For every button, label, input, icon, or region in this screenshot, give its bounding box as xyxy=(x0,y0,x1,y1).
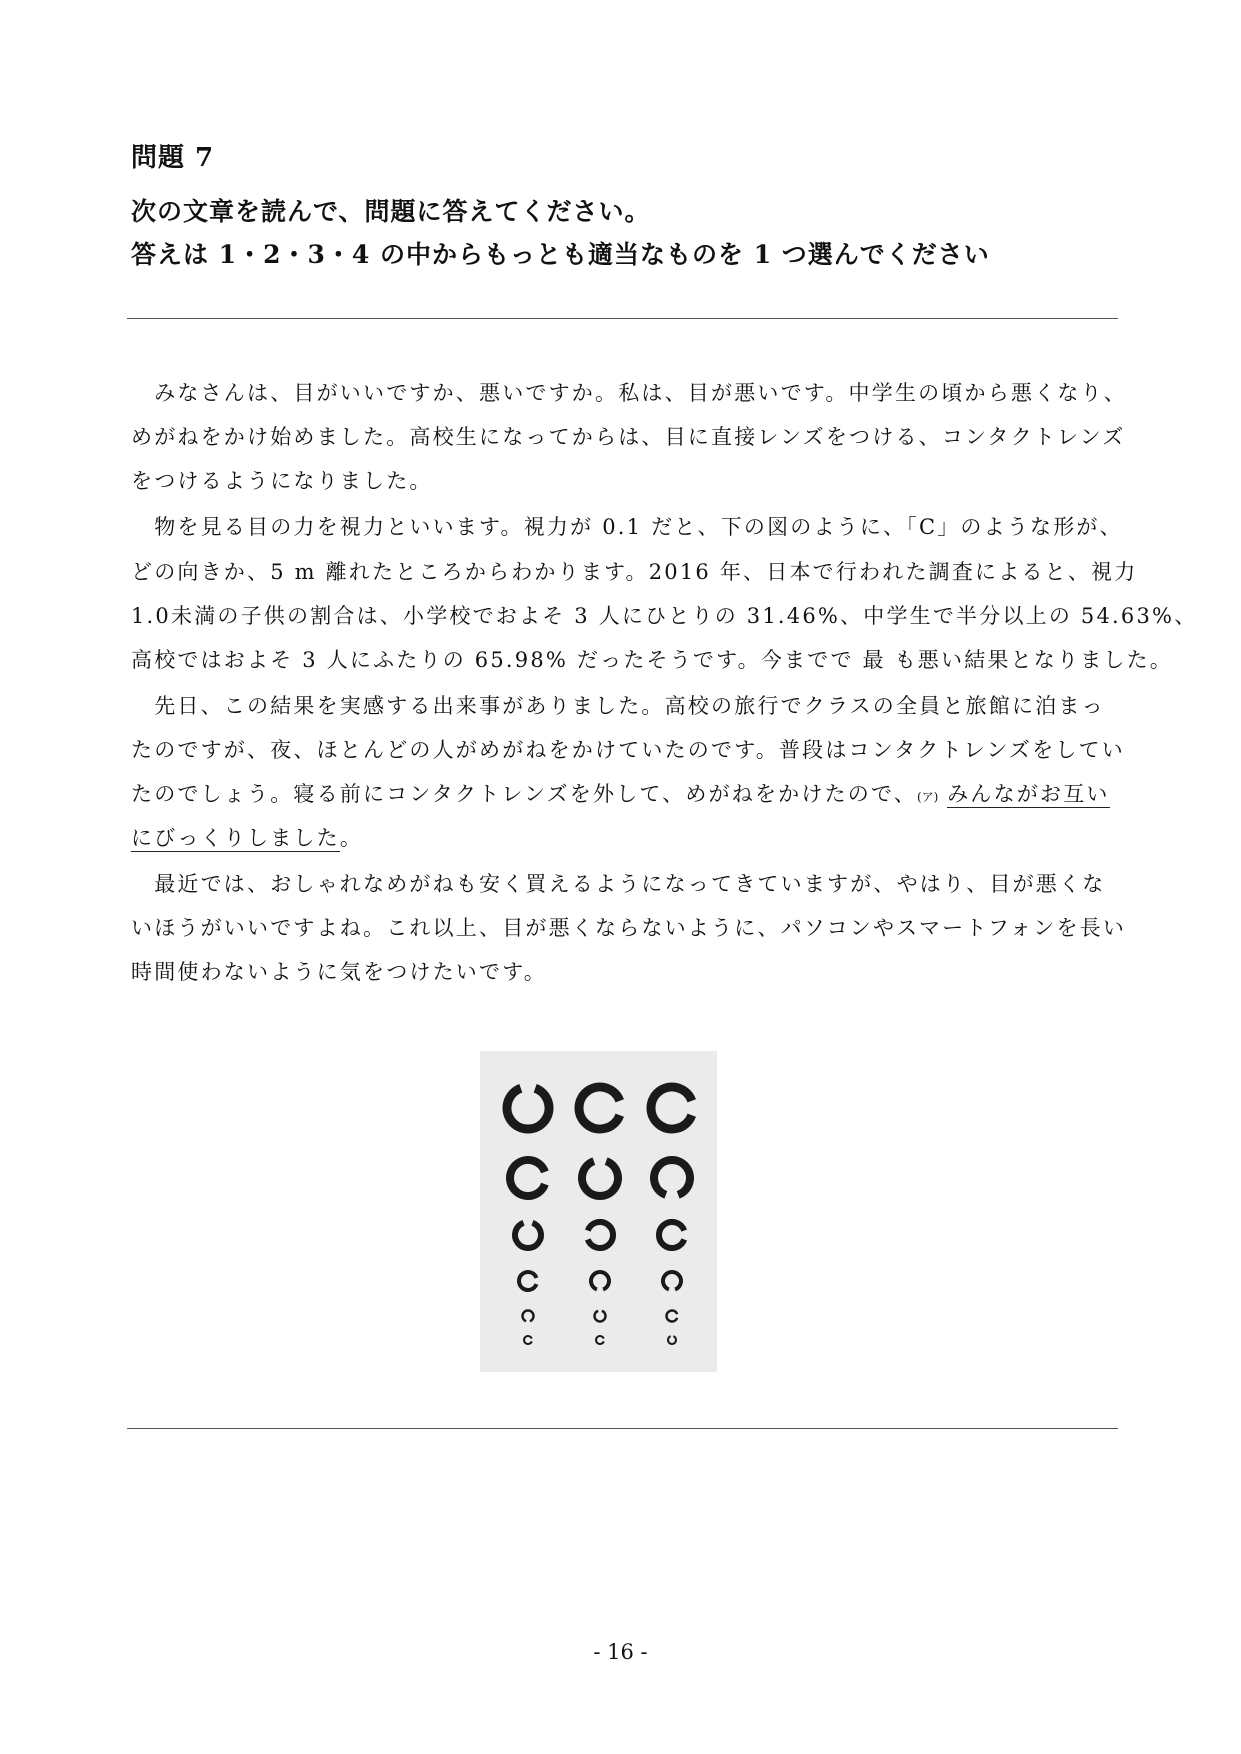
passage-line: 高校ではおよそ 3 人にふたりの 65.98% だったそうです。今までで 最 も悪い結果となりました。 xyxy=(131,648,1174,672)
top-divider xyxy=(127,318,1118,319)
bottom-divider xyxy=(127,1428,1118,1429)
passage-line: 1.0未満の子供の割合は、小学校でおよそ 3 人にひとりの 31.46%、中学生で半分以上の 54.63%、 xyxy=(131,604,1198,628)
page-number: - 16 - xyxy=(593,1640,648,1664)
chart-background xyxy=(480,1051,717,1372)
passage-line xyxy=(131,823,1116,853)
passage-line: 時間使わないように気をつけたいです。 xyxy=(131,960,547,984)
passage-line: 物を見る目の力を視力といいます。視力が 0.1 だと、下の図のように、「C」のような形が、 xyxy=(131,515,1123,539)
question-marker: (ア) xyxy=(916,790,939,804)
passage-text: 。 xyxy=(339,826,364,850)
passage-line xyxy=(131,779,1116,809)
passage-line: みなさんは、目がいいですか、悪いですか。私は、目が悪いです。中学生の頃から悪くなり、 xyxy=(131,381,1127,405)
passage-line: どの向きか、5 m 離れたところからわかります。2016 年、日本で行われた調査によると、視力 xyxy=(131,560,1138,584)
passage-line: をつけるようになりました。 xyxy=(131,469,433,493)
instruction-line-1: 次の文章を読んで、問題に答えてください。 xyxy=(131,197,651,226)
passage-line: 先日、この結果を実感する出来事がありました。高校の旅行でクラスの全員と旅館に泊まっ xyxy=(131,694,1105,718)
underlined-target-text: みんながお互い xyxy=(947,782,1110,806)
passage-line: たのですが、夜、ほとんどの人がめがねをかけていたのです。普段はコンタクトレンズをしてい xyxy=(131,738,1125,762)
passage-line: 最近では、おしゃれなめがねも安く買えるようになってきていますが、やはり、目が悪くな xyxy=(131,872,1106,896)
eye-chart-figure xyxy=(480,1051,717,1372)
passage-line: いほうがいいですよね。これ以上、目が悪くならないように、パソコンやスマートフォンを長い xyxy=(131,916,1127,940)
problem-title: 問題 7 xyxy=(131,143,215,173)
passage-text: たのでしょう。寝る前にコンタクトレンズを外して、めがねをかけたので、 xyxy=(131,782,917,806)
instruction-line-2: 答えは 1・2・3・4 の中からもっとも適当なものを 1 つ選んでください xyxy=(131,240,990,269)
underlined-target-text: にびっくりしました xyxy=(131,826,340,850)
passage-line: めがねをかけ始めました。高校生になってからは、目に直接レンズをつける、コンタクトレンズ xyxy=(131,425,1126,449)
